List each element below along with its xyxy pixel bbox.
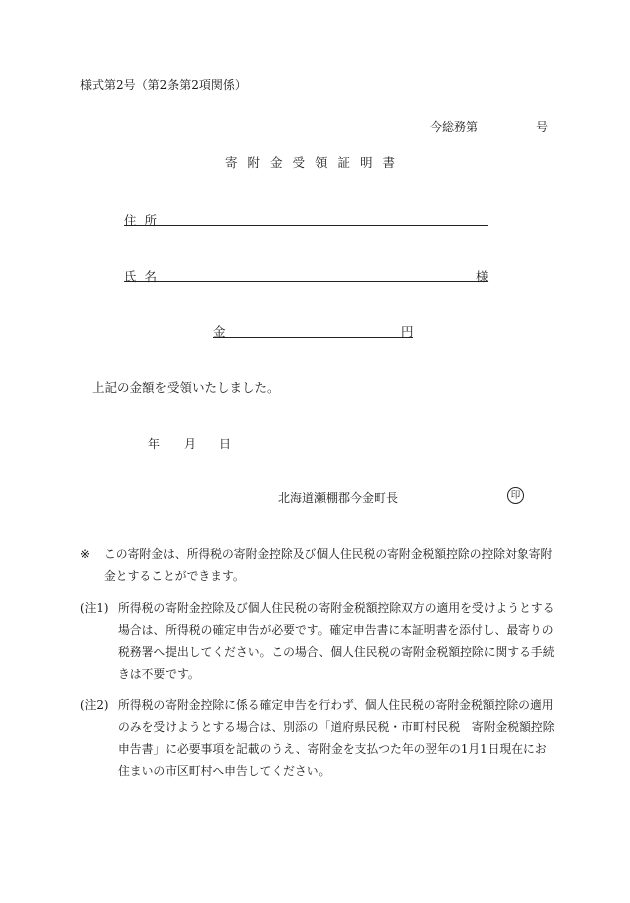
date-month: 月 bbox=[184, 437, 197, 451]
name-honorific: 様 bbox=[476, 269, 489, 284]
note-2-mark: (注2) bbox=[80, 698, 109, 712]
issuer-name: 北海道瀬棚郡今金町長 bbox=[278, 491, 399, 505]
note-2-text: 所得税の寄附金控除に係る確定申告を行わず、個人住民税の寄附金税額控除の適用のみを受けようとする場合は、別添の「道府県民税・市町村民税 寄附金税額控除申告書」に必要事項を記載のうえ、寄附金を支払つた年の翌年の1月1日現在にお住まいの市区町村へ申告してください。 bbox=[118, 698, 555, 778]
receipt-statement: 上記の金額を受領いたしました。 bbox=[92, 380, 280, 395]
note-1 bbox=[80, 597, 558, 685]
note-2 bbox=[80, 694, 558, 782]
document-number-suffix: 号 bbox=[536, 120, 549, 134]
document-title: 寄附金受領証明書 bbox=[224, 155, 405, 170]
name-field-line bbox=[124, 281, 488, 282]
seal-stamp: 印 bbox=[507, 487, 524, 504]
address-field-line bbox=[124, 225, 488, 226]
date-day: 日 bbox=[219, 437, 232, 451]
note-star-mark: ※ bbox=[80, 547, 90, 561]
note-eligibility bbox=[80, 543, 558, 587]
name-label: 氏名 bbox=[124, 269, 166, 284]
address-label: 住所 bbox=[124, 213, 166, 228]
note-star-text: この寄附金は、所得税の寄附金控除及び個人住民税の寄附金税額控除の控除対象寄附金とすることができます。 bbox=[104, 547, 553, 583]
note-1-mark: (注1) bbox=[80, 601, 109, 615]
amount-currency: 円 bbox=[401, 324, 414, 339]
document-number-label: 今総務第 bbox=[430, 120, 479, 134]
note-1-text: 所得税の寄附金控除及び個人住民税の寄附金税額控除双方の適用を受けようとする場合は、所得税の確定申告が必要です。確定申告書に本証明書を添付し、最寄りの税務署へ提出してください。この場合、個人住民税の寄附金税額控除に関する手続きは不要です。 bbox=[118, 601, 555, 681]
amount-label: 金 bbox=[213, 324, 226, 339]
date-year: 年 bbox=[148, 437, 161, 451]
amount-field-line bbox=[213, 337, 413, 338]
form-number: 様式第2号（第2条第2項関係） bbox=[80, 78, 247, 92]
